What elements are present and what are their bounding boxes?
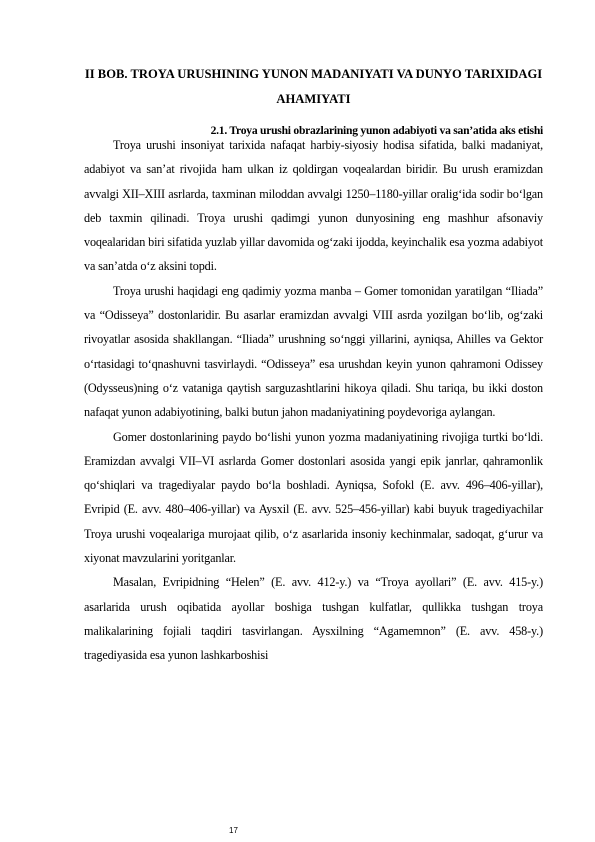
- chapter-title: II BOB. TROYA URUSHINING YUNON MADANIYATI VA DUNYO TARIXIDAGI AHAMIYATI: [84, 67, 543, 106]
- body-text: [84, 133, 543, 668]
- paragraph: Gomer dostonlarining paydo bo‘lishi yunon yozma madaniyatining rivojiga turtki bo‘ldi. Eramizdan avvalgi VII–VI asrlarda Gomer dostonlari asosida yangi epik janrlar, qahramonlik qo‘shiqlari va tragediyalar paydo bo‘la boshladi. Ayniqsa, Sofokl (E. avv. 496–406-yillar), Evripid (E. avv. 480–406-yillar) va Aysxil (E. avv. 525–456-yillar) kabi buyuk tragediyachilar Troya urushi voqealariga murojaat qilib, o‘z asarlarida insoniy kechinmalar, sadoqat, g‘urur va xiyonat mavzularini yoritganlar.: [84, 429, 543, 566]
- paragraph: Troya urushi haqidagi eng qadimiy yozma manba – Gomer tomonidan yaratilgan “Iliada” va “Odisseya” dostonlaridir. Bu asarlar eramizdan avvalgi VIII asrda yozilgan bo‘lib, og‘zaki rivoyatlar asosida shakllangan. “Iliada” urushning so‘nggi yillarini, ayniqsa, Ahilles va Gektor o‘rtasidagi to‘qnashuvni tasvirlaydi. “Odisseya” esa urushdan keyin yunon qahramoni Odissey (Odysseus)ning o‘z vataniga qaytish sarguzashtlarini hikoya qiladi. Shu tariqa, bu ikki doston nafaqat yunon adabiyotining, balki butun jahon madaniyatining poydevoriga aylangan.: [84, 283, 543, 420]
- paragraph: Troya urushi insoniyat tarixida nafaqat harbiy-siyosiy hodisa sifatida, balki madaniyat, adabiyot va san’at rivojida ham ulkan iz qoldirgan voqealardan biridir. Bu urush eramizdan avvalgi XII–XIII asrlarda, taxminan miloddan avvalgi 1250–1180-yillar oralig‘ida sodir bo‘lgan deb taxmin qilinadi. Troya urushi qadimgi yunon dunyosining eng mashhur afsonaviy voqealaridan biri sifatida yuzlab yillar davomida og‘zaki ijodda, keyinchalik esa yozma adabiyot va san’atda o‘z aksini topdi.: [84, 138, 543, 274]
- paragraph: Masalan, Evripidning “Helen” (E. avv. 412-y.) va “Troya ayollari” (E. avv. 415-y.) asarlarida urush oqibatida ayollar boshiga tushgan kulfatlar, qullikka tushgan troya malikalarining fojiali taqdiri tasvirlangan. Aysxilning “Agamemnon” (E. avv. 458-y.) tragediyasida esa yunon lashkarboshisi: [84, 575, 543, 663]
- page-number: 17: [229, 826, 238, 835]
- section-title: 2.1. Troya urushi obrazlarining yunon adabiyoti va san’atida aks etishi: [210, 124, 543, 137]
